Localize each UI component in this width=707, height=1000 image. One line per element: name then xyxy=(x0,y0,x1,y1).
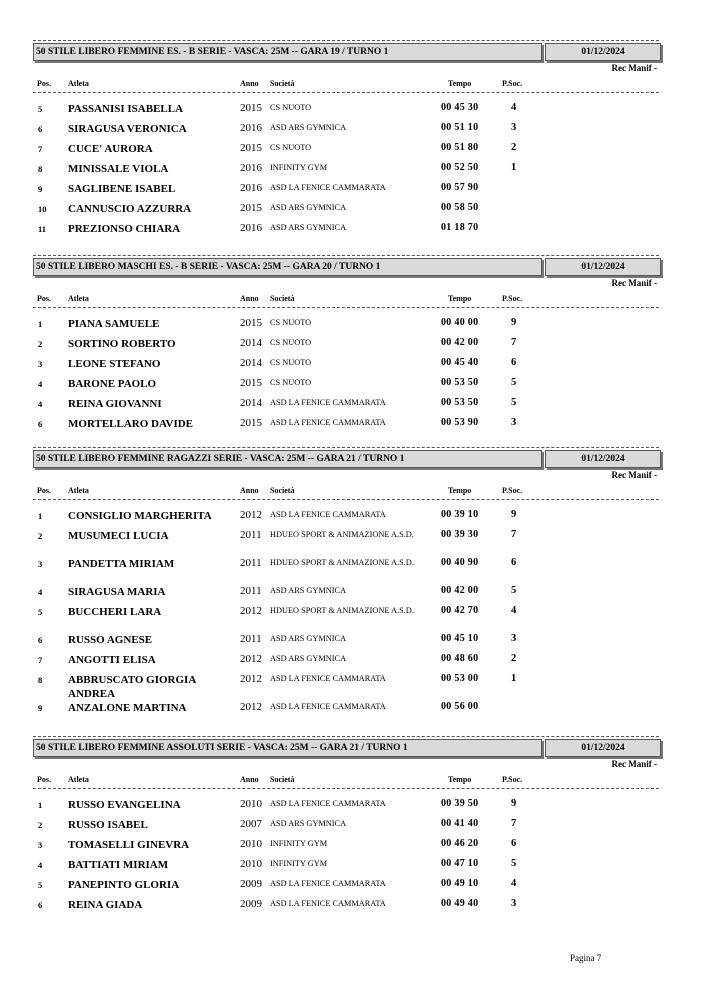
points-cell: 2 xyxy=(511,142,517,153)
athlete-name-cell: TOMASELLI GINEVRA xyxy=(68,839,190,851)
time-cell: 00 57 90 xyxy=(441,182,479,193)
header-divider xyxy=(33,307,659,308)
col-year-header: Anno xyxy=(240,79,259,88)
table-row xyxy=(0,337,707,357)
time-cell: 00 45 30 xyxy=(441,102,479,113)
points-cell: 1 xyxy=(511,673,517,684)
page-number: Pagina 7 xyxy=(570,953,602,963)
time-cell: 00 42 00 xyxy=(441,337,479,348)
club-cell: INFINITY GYM xyxy=(270,859,328,868)
col-club-header: Società xyxy=(270,79,295,88)
points-cell: 7 xyxy=(511,818,517,829)
points-cell: 3 xyxy=(511,417,517,428)
table-row xyxy=(0,798,707,818)
position-cell: 8 xyxy=(38,675,43,685)
time-cell: 00 47 10 xyxy=(441,858,479,869)
header-divider xyxy=(33,788,659,789)
athlete-name-cell: PREZIONSO CHIARA xyxy=(68,223,181,235)
table-row xyxy=(0,673,707,700)
table-row xyxy=(0,557,707,577)
club-cell: ASD ARS GYMNICA xyxy=(270,654,347,663)
table-row xyxy=(0,317,707,337)
athlete-name-cell: ANZALONE MARTINA xyxy=(68,702,187,714)
time-cell: 00 53 00 xyxy=(441,673,479,684)
club-cell: CS NUOTO xyxy=(270,378,312,387)
col-pos-header: Pos. xyxy=(37,79,51,88)
birth-year-cell: 2016 xyxy=(240,182,262,194)
club-cell: HDUEO SPORT & ANIMAZIONE A.S.D. xyxy=(270,606,414,615)
record-label: Rec Manif - xyxy=(611,759,657,769)
race-date: 01/12/2024 xyxy=(545,43,661,61)
birth-year-cell: 2014 xyxy=(240,357,262,369)
athlete-name-cell: CUCE' AURORA xyxy=(68,143,153,155)
col-points-header: P.Soc. xyxy=(502,775,523,784)
club-cell: ASD ARS GYMNICA xyxy=(270,634,347,643)
birth-year-cell: 2012 xyxy=(240,701,262,713)
points-cell: 3 xyxy=(511,122,517,133)
position-cell: 11 xyxy=(38,224,47,234)
col-time-header: Tempo xyxy=(448,486,472,495)
points-cell: 4 xyxy=(511,102,517,113)
time-cell: 00 53 90 xyxy=(441,417,479,428)
points-cell: 2 xyxy=(511,653,517,664)
points-cell: 6 xyxy=(511,557,517,568)
athlete-name-cell: REINA GIADA xyxy=(68,899,143,911)
header-divider xyxy=(33,499,659,500)
position-cell: 4 xyxy=(38,379,43,389)
col-time-header: Tempo xyxy=(448,294,472,303)
time-cell: 00 42 00 xyxy=(441,585,479,596)
club-cell: INFINITY GYM xyxy=(270,163,328,172)
position-cell: 5 xyxy=(38,104,43,114)
race-date: 01/12/2024 xyxy=(545,450,661,468)
col-athlete-header: Atleta xyxy=(68,294,89,303)
time-cell: 00 53 50 xyxy=(441,377,479,388)
position-cell: 2 xyxy=(38,820,43,830)
club-cell: ASD LA FENICE CAMMARATA xyxy=(270,183,386,192)
athlete-name-cell: RUSSO AGNESE xyxy=(68,634,153,646)
section-divider xyxy=(33,40,659,41)
club-cell: INFINITY GYM xyxy=(270,839,328,848)
record-label: Rec Manif - xyxy=(611,278,657,288)
time-cell: 00 51 10 xyxy=(441,122,479,133)
table-row xyxy=(0,377,707,397)
points-cell: 3 xyxy=(511,898,517,909)
athlete-name-cell: SIRAGUSA MARIA xyxy=(68,586,166,598)
birth-year-cell: 2012 xyxy=(240,509,262,521)
race-title: 50 STILE LIBERO FEMMINE ES. - B SERIE - VASCA: 25M -- GARA 19 / TURNO 1 xyxy=(33,43,542,61)
table-row xyxy=(0,653,707,673)
position-cell: 7 xyxy=(38,144,43,154)
athlete-name-cell: LEONE STEFANO xyxy=(68,358,161,370)
birth-year-cell: 2016 xyxy=(240,162,262,174)
athlete-name-cell: SAGLIBENE ISABEL xyxy=(68,183,176,195)
birth-year-cell: 2015 xyxy=(240,417,262,429)
athlete-name-cell: PANEPINTO GLORIA xyxy=(68,879,180,891)
col-athlete-header: Atleta xyxy=(68,486,89,495)
points-cell: 9 xyxy=(511,509,517,520)
position-cell: 1 xyxy=(38,319,43,329)
time-cell: 00 48 60 xyxy=(441,653,479,664)
time-cell: 00 41 40 xyxy=(441,818,479,829)
birth-year-cell: 2009 xyxy=(240,878,262,890)
table-row xyxy=(0,102,707,122)
points-cell: 9 xyxy=(511,798,517,809)
race-date: 01/12/2024 xyxy=(545,739,661,757)
table-row xyxy=(0,898,707,918)
position-cell: 4 xyxy=(38,587,43,597)
record-label: Rec Manif - xyxy=(611,470,657,480)
col-year-header: Anno xyxy=(240,294,259,303)
time-cell: 00 58 50 xyxy=(441,202,479,213)
position-cell: 6 xyxy=(38,419,43,429)
club-cell: ASD ARS GYMNICA xyxy=(270,123,347,132)
col-pos-header: Pos. xyxy=(37,294,51,303)
birth-year-cell: 2011 xyxy=(240,557,262,569)
col-time-header: Tempo xyxy=(448,775,472,784)
club-cell: HDUEO SPORT & ANIMAZIONE A.S.D. xyxy=(270,530,414,539)
time-cell: 01 18 70 xyxy=(441,222,479,233)
time-cell: 00 56 00 xyxy=(441,701,479,712)
col-year-header: Anno xyxy=(240,775,259,784)
birth-year-cell: 2014 xyxy=(240,337,262,349)
club-cell: ASD LA FENICE CAMMARATA xyxy=(270,510,386,519)
club-cell: ASD ARS GYMNICA xyxy=(270,223,347,232)
athlete-name-cell: MUSUMECI LUCIA xyxy=(68,530,169,542)
table-row xyxy=(0,182,707,202)
position-cell: 9 xyxy=(38,184,43,194)
position-cell: 9 xyxy=(38,703,43,713)
table-row xyxy=(0,605,707,625)
athlete-name-cell: CONSIGLIO MARGHERITA xyxy=(68,510,212,522)
club-cell: CS NUOTO xyxy=(270,358,312,367)
birth-year-cell: 2012 xyxy=(240,653,262,665)
points-cell: 7 xyxy=(511,529,517,540)
header-divider xyxy=(33,92,659,93)
athlete-name-cell: PASSANISI ISABELLA xyxy=(68,103,184,115)
club-cell: ASD ARS GYMNICA xyxy=(270,819,347,828)
position-cell: 6 xyxy=(38,635,43,645)
position-cell: 8 xyxy=(38,164,43,174)
position-cell: 5 xyxy=(38,607,43,617)
athlete-name-cell: ABBRUSCATO GIORGIA ANDREA xyxy=(68,674,196,700)
birth-year-cell: 2009 xyxy=(240,898,262,910)
birth-year-cell: 2007 xyxy=(240,818,262,830)
birth-year-cell: 2011 xyxy=(240,529,262,541)
club-cell: ASD LA FENICE CAMMARATA xyxy=(270,418,386,427)
col-points-header: P.Soc. xyxy=(502,79,523,88)
race-date: 01/12/2024 xyxy=(545,258,661,276)
time-cell: 00 42 70 xyxy=(441,605,479,616)
position-cell: 10 xyxy=(38,204,47,214)
points-cell: 5 xyxy=(511,377,517,388)
time-cell: 00 45 40 xyxy=(441,357,479,368)
points-cell: 6 xyxy=(511,357,517,368)
table-row xyxy=(0,633,707,653)
table-row xyxy=(0,701,707,721)
club-cell: CS NUOTO xyxy=(270,103,312,112)
table-row xyxy=(0,357,707,377)
athlete-name-cell: SORTINO ROBERTO xyxy=(68,338,176,350)
position-cell: 4 xyxy=(38,399,43,409)
birth-year-cell: 2016 xyxy=(240,222,262,234)
table-row xyxy=(0,585,707,605)
table-row xyxy=(0,142,707,162)
birth-year-cell: 2015 xyxy=(240,102,262,114)
birth-year-cell: 2011 xyxy=(240,585,262,597)
club-cell: HDUEO SPORT & ANIMAZIONE A.S.D. xyxy=(270,558,414,567)
table-row xyxy=(0,397,707,417)
position-cell: 6 xyxy=(38,124,43,134)
athlete-name-cell: RUSSO EVANGELINA xyxy=(68,799,181,811)
position-cell: 2 xyxy=(38,339,43,349)
points-cell: 5 xyxy=(511,858,517,869)
birth-year-cell: 2014 xyxy=(240,397,262,409)
position-cell: 4 xyxy=(38,860,43,870)
time-cell: 00 40 00 xyxy=(441,317,479,328)
points-cell: 6 xyxy=(511,838,517,849)
race-title: 50 STILE LIBERO FEMMINE ASSOLUTI SERIE - VASCA: 25M -- GARA 21 / TURNO 1 xyxy=(33,739,542,757)
club-cell: ASD LA FENICE CAMMARATA xyxy=(270,799,386,808)
position-cell: 3 xyxy=(38,359,43,369)
col-points-header: P.Soc. xyxy=(502,294,523,303)
position-cell: 3 xyxy=(38,840,43,850)
time-cell: 00 51 80 xyxy=(441,142,479,153)
record-label: Rec Manif - xyxy=(611,63,657,73)
col-club-header: Società xyxy=(270,294,295,303)
table-row xyxy=(0,222,707,242)
club-cell: ASD LA FENICE CAMMARATA xyxy=(270,702,386,711)
athlete-name-cell: CANNUSCIO AZZURRA xyxy=(68,203,192,215)
table-row xyxy=(0,838,707,858)
table-row xyxy=(0,818,707,838)
athlete-name-cell: RUSSO ISABEL xyxy=(68,819,148,831)
athlete-name-cell: REINA GIOVANNI xyxy=(68,398,162,410)
time-cell: 00 39 50 xyxy=(441,798,479,809)
club-cell: ASD LA FENICE CAMMARATA xyxy=(270,899,386,908)
col-pos-header: Pos. xyxy=(37,486,51,495)
athlete-name-cell: BUCCHERI LARA xyxy=(68,606,162,618)
col-club-header: Società xyxy=(270,486,295,495)
time-cell: 00 45 10 xyxy=(441,633,479,644)
time-cell: 00 52 50 xyxy=(441,162,479,173)
club-cell: CS NUOTO xyxy=(270,338,312,347)
club-cell: CS NUOTO xyxy=(270,143,312,152)
birth-year-cell: 2015 xyxy=(240,317,262,329)
club-cell: ASD ARS GYMNICA xyxy=(270,203,347,212)
position-cell: 1 xyxy=(38,511,43,521)
birth-year-cell: 2016 xyxy=(240,122,262,134)
birth-year-cell: 2010 xyxy=(240,798,262,810)
position-cell: 5 xyxy=(38,880,43,890)
points-cell: 1 xyxy=(511,162,517,173)
race-title: 50 STILE LIBERO MASCHI ES. - B SERIE - VASCA: 25M -- GARA 20 / TURNO 1 xyxy=(33,258,542,276)
time-cell: 00 39 10 xyxy=(441,509,479,520)
position-cell: 3 xyxy=(38,559,43,569)
athlete-name-cell: MORTELLARO DAVIDE xyxy=(68,418,194,430)
club-cell: ASD LA FENICE CAMMARATA xyxy=(270,674,386,683)
position-cell: 6 xyxy=(38,900,43,910)
table-row xyxy=(0,509,707,529)
position-cell: 7 xyxy=(38,655,43,665)
points-cell: 4 xyxy=(511,605,517,616)
table-row xyxy=(0,202,707,222)
table-row xyxy=(0,417,707,437)
time-cell: 00 53 50 xyxy=(441,397,479,408)
section-divider xyxy=(33,736,659,737)
birth-year-cell: 2010 xyxy=(240,838,262,850)
col-club-header: Società xyxy=(270,775,295,784)
athlete-name-cell: BATTIATI MIRIAM xyxy=(68,859,169,871)
col-athlete-header: Atleta xyxy=(68,79,89,88)
points-cell: 9 xyxy=(511,317,517,328)
birth-year-cell: 2012 xyxy=(240,673,262,685)
table-row xyxy=(0,878,707,898)
athlete-name-cell: MINISSALE VIOLA xyxy=(68,163,169,175)
birth-year-cell: 2015 xyxy=(240,377,262,389)
col-year-header: Anno xyxy=(240,486,259,495)
points-cell: 4 xyxy=(511,878,517,889)
points-cell: 5 xyxy=(511,585,517,596)
race-title: 50 STILE LIBERO FEMMINE RAGAZZI SERIE - VASCA: 25M -- GARA 21 / TURNO 1 xyxy=(33,450,542,468)
col-pos-header: Pos. xyxy=(37,775,51,784)
birth-year-cell: 2012 xyxy=(240,605,262,617)
club-cell: ASD ARS GYMNICA xyxy=(270,586,347,595)
table-row xyxy=(0,162,707,182)
birth-year-cell: 2015 xyxy=(240,202,262,214)
position-cell: 2 xyxy=(38,531,43,541)
col-points-header: P.Soc. xyxy=(502,486,523,495)
athlete-name-cell: BARONE PAOLO xyxy=(68,378,157,390)
club-cell: ASD LA FENICE CAMMARATA xyxy=(270,879,386,888)
birth-year-cell: 2011 xyxy=(240,633,262,645)
club-cell: ASD LA FENICE CAMMARATA xyxy=(270,398,386,407)
position-cell: 1 xyxy=(38,800,43,810)
points-cell: 5 xyxy=(511,397,517,408)
athlete-name-cell: PIANA SAMUELE xyxy=(68,318,160,330)
time-cell: 00 49 40 xyxy=(441,898,479,909)
time-cell: 00 49 10 xyxy=(441,878,479,889)
table-row xyxy=(0,529,707,549)
points-cell: 7 xyxy=(511,337,517,348)
birth-year-cell: 2015 xyxy=(240,142,262,154)
time-cell: 00 46 20 xyxy=(441,838,479,849)
athlete-name-cell: ANGOTTI ELISA xyxy=(68,654,156,666)
birth-year-cell: 2010 xyxy=(240,858,262,870)
points-cell: 3 xyxy=(511,633,517,644)
athlete-name-cell: PANDETTA MIRIAM xyxy=(68,558,175,570)
time-cell: 00 39 30 xyxy=(441,529,479,540)
section-divider xyxy=(33,447,659,448)
athlete-name-cell: SIRAGUSA VERONICA xyxy=(68,123,187,135)
col-athlete-header: Atleta xyxy=(68,775,89,784)
club-cell: CS NUOTO xyxy=(270,318,312,327)
table-row xyxy=(0,122,707,142)
time-cell: 00 40 90 xyxy=(441,557,479,568)
table-row xyxy=(0,858,707,878)
col-time-header: Tempo xyxy=(448,79,472,88)
section-divider xyxy=(33,255,659,256)
